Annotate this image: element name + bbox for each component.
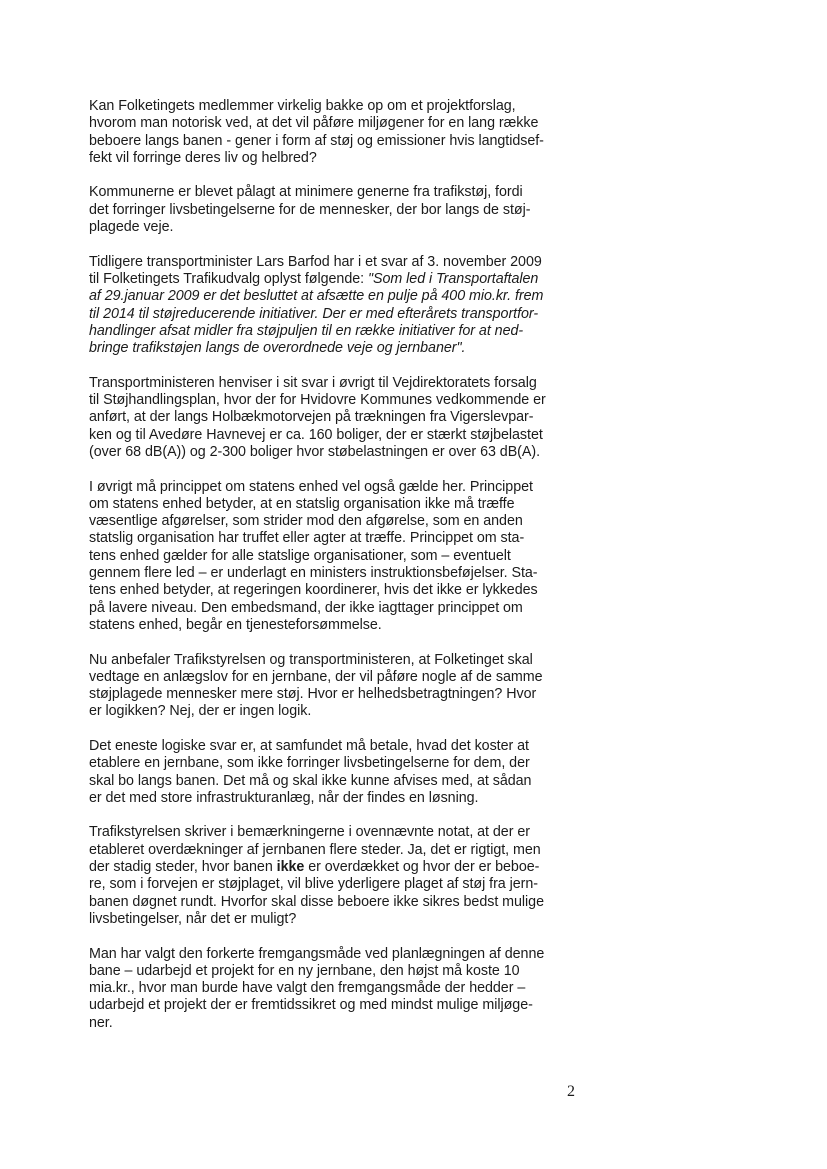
quoted-text: handlinger afsat midler fra støjpuljen til en række initiativer for at ned- [89, 322, 524, 339]
text-run: skal bo langs banen. Det må og skal ikke kunne afvises med, at sådan [89, 772, 532, 789]
text-line [89, 876, 589, 893]
text-line [89, 911, 589, 928]
text-line [89, 617, 589, 634]
text-run: livsbetingelser, når det er muligt? [89, 910, 297, 927]
text-run: Kan Folketingets medlemmer virkelig bakke op om et projektforslag, [89, 98, 516, 114]
paragraph [89, 184, 589, 236]
text-run: ken og til Avedøre Havnevej er ca. 160 boliger, der er stærkt støjbelastet [89, 426, 543, 443]
text-run: I øvrigt må princippet om statens enhed vel også gælde her. Princippet [89, 478, 533, 495]
text-run: statens enhed, begår en tjenesteforsømmelse. [89, 616, 382, 633]
text-run: Trafikstyrelsen skriver i bemærkningerne i ovennævnte notat, at der er [89, 824, 530, 841]
text-run: er logikken? Nej, der er ingen logik. [89, 703, 312, 720]
text-run: om statens enhed betyder, at en statslig organisation ikke må træffe [89, 495, 515, 512]
quoted-text: "Som led i Transportaftalen [367, 270, 539, 287]
text-line [89, 340, 589, 357]
text-line [89, 184, 589, 201]
text-run: tens enhed gælder for alle statslige organisationer, som – eventuelt [89, 547, 511, 564]
text-run: væsentlige afgørelser, som strider mod den afgørelse, som en anden [89, 513, 523, 530]
text-run: på lavere niveau. Den embedsmand, der ikke iagttager princippet om [89, 599, 523, 616]
text-line [89, 600, 589, 617]
paragraph [89, 98, 589, 167]
text-line [89, 427, 589, 444]
text-line [89, 963, 589, 980]
text-line [89, 479, 589, 496]
text-line [89, 1015, 589, 1032]
text-run: etableret overdækninger af jernbanen flere steder. Ja, det er rigtigt, men [89, 841, 541, 858]
text-line [89, 703, 589, 720]
paragraph [89, 254, 589, 358]
text-run: etablere en jernbane, som ikke forringer livsbetingelserne for dem, der [89, 755, 530, 772]
text-line [89, 496, 589, 513]
text-run: til Folketingets Trafikudvalg oplyst følgende: [89, 270, 368, 287]
document-body [89, 98, 589, 1049]
text-line [89, 790, 589, 807]
text-run: vedtage en anlægslov for en jernbane, der vil påføre nogle af de samme [89, 668, 543, 685]
text-line [89, 773, 589, 790]
text-run: (over 68 dB(A)) og 2-300 boliger hvor støbelastningen er over 63 dB(A). [89, 443, 541, 460]
text-line [89, 133, 589, 150]
text-run: ner. [89, 1014, 113, 1031]
text-line [89, 323, 589, 340]
text-run: tens enhed betyder, at regeringen koordinerer, hvis det ikke er lykkedes [89, 582, 538, 599]
text-line [89, 409, 589, 426]
text-line [89, 530, 589, 547]
text-line [89, 150, 589, 167]
text-line [89, 824, 589, 841]
text-line [89, 254, 589, 271]
text-line [89, 755, 589, 772]
text-run: bane – udarbejd et projekt for en ny jernbane, den højst må koste 10 [89, 962, 520, 979]
text-run: gennem flere led – er underlagt en ministers instruktionsbeføjelser. Sta- [89, 565, 538, 582]
page-number: 2 [567, 1083, 575, 1100]
text-run: mia.kr., hvor man burde have valgt den fremgangsmåde der hedder – [89, 980, 526, 997]
text-run: er det med store infrastrukturanlæg, når der findes en løsning. [89, 789, 479, 806]
paragraph [89, 946, 589, 1032]
text-run: støjplagede mennesker mere støj. Hvor er helhedsbetragtningen? Hvor [89, 686, 537, 703]
text-run: anført, at der langs Holbækmotorvejen på trækningen fra Vigerslevpar- [89, 409, 534, 426]
paragraph [89, 738, 589, 807]
text-run: til Støjhandlingsplan, hvor der for Hvidovre Kommunes vedkommende er [89, 392, 546, 409]
quoted-text: til 2014 til støjreducerende initiativer. Der er med efterårets transportfor- [89, 305, 539, 322]
paragraph [89, 824, 589, 928]
text-line [89, 582, 589, 599]
text-line [89, 98, 589, 115]
bold-text: ikke [276, 859, 305, 876]
text-line [89, 565, 589, 582]
text-line [89, 513, 589, 530]
text-line [89, 392, 589, 409]
text-run: Man har valgt den forkerte fremgangsmåde ved planlægningen af denne [89, 945, 545, 962]
text-line [89, 115, 589, 132]
text-run: Det eneste logiske svar er, at samfundet må betale, hvad det koster at [89, 737, 529, 754]
text-line [89, 686, 589, 703]
text-line [89, 288, 589, 305]
text-line [89, 271, 589, 288]
text-line [89, 652, 589, 669]
text-run: banen døgnet rundt. Hvorfor skal disse beboere ikke sikres bedst mulige [89, 893, 544, 910]
text-line [89, 669, 589, 686]
quoted-text: af 29.januar 2009 er det besluttet at afsætte en pulje på 400 mio.kr. frem [89, 288, 544, 305]
text-run: statslig organisation har truffet eller agter at træffe. Princippet om sta- [89, 530, 525, 547]
text-run: udarbejd et projekt der er fremtidssikret og med mindst mulige miljøge- [89, 997, 533, 1014]
text-line [89, 946, 589, 963]
text-line [89, 548, 589, 565]
text-line [89, 980, 589, 997]
paragraph [89, 375, 589, 461]
text-run: det forringer livsbetingelserne for de mennesker, der bor langs de støj- [89, 201, 531, 218]
text-run: beboere langs banen - gener i form af støj og emissioner hvis langtidsef- [89, 132, 544, 149]
text-run: Nu anbefaler Trafikstyrelsen og transportministeren, at Folketinget skal [89, 651, 533, 668]
paragraph [89, 652, 589, 721]
text-run: er overdækket og hvor der er beboe- [304, 859, 540, 876]
text-line [89, 306, 589, 323]
text-run: re, som i forvejen er støjplaget, vil blive yderligere plaget af støj fra jern- [89, 876, 538, 893]
text-line [89, 894, 589, 911]
text-run: der stadig steder, hvor banen [89, 859, 277, 876]
paragraph [89, 479, 589, 635]
text-line [89, 444, 589, 461]
text-run: hvorom man notorisk ved, at det vil påføre miljøgener for en lang række [89, 115, 539, 132]
text-run: plagede veje. [89, 219, 174, 236]
text-run: Transportministeren henviser i sit svar i øvrigt til Vejdirektoratets forsalg [89, 374, 537, 391]
text-line [89, 859, 589, 876]
text-run: Tidligere transportminister Lars Barfod har i et svar af 3. november 2009 [89, 253, 542, 270]
text-line [89, 997, 589, 1014]
text-run: Kommunerne er blevet pålagt at minimere generne fra trafikstøj, fordi [89, 184, 523, 201]
quoted-text: bringe trafikstøjen langs de overordnede veje og jernbaner". [89, 340, 466, 357]
text-line [89, 375, 589, 392]
text-line [89, 842, 589, 859]
text-line [89, 738, 589, 755]
text-run: fekt vil forringe deres liv og helbred? [89, 149, 317, 166]
text-line [89, 219, 589, 236]
text-line [89, 202, 589, 219]
